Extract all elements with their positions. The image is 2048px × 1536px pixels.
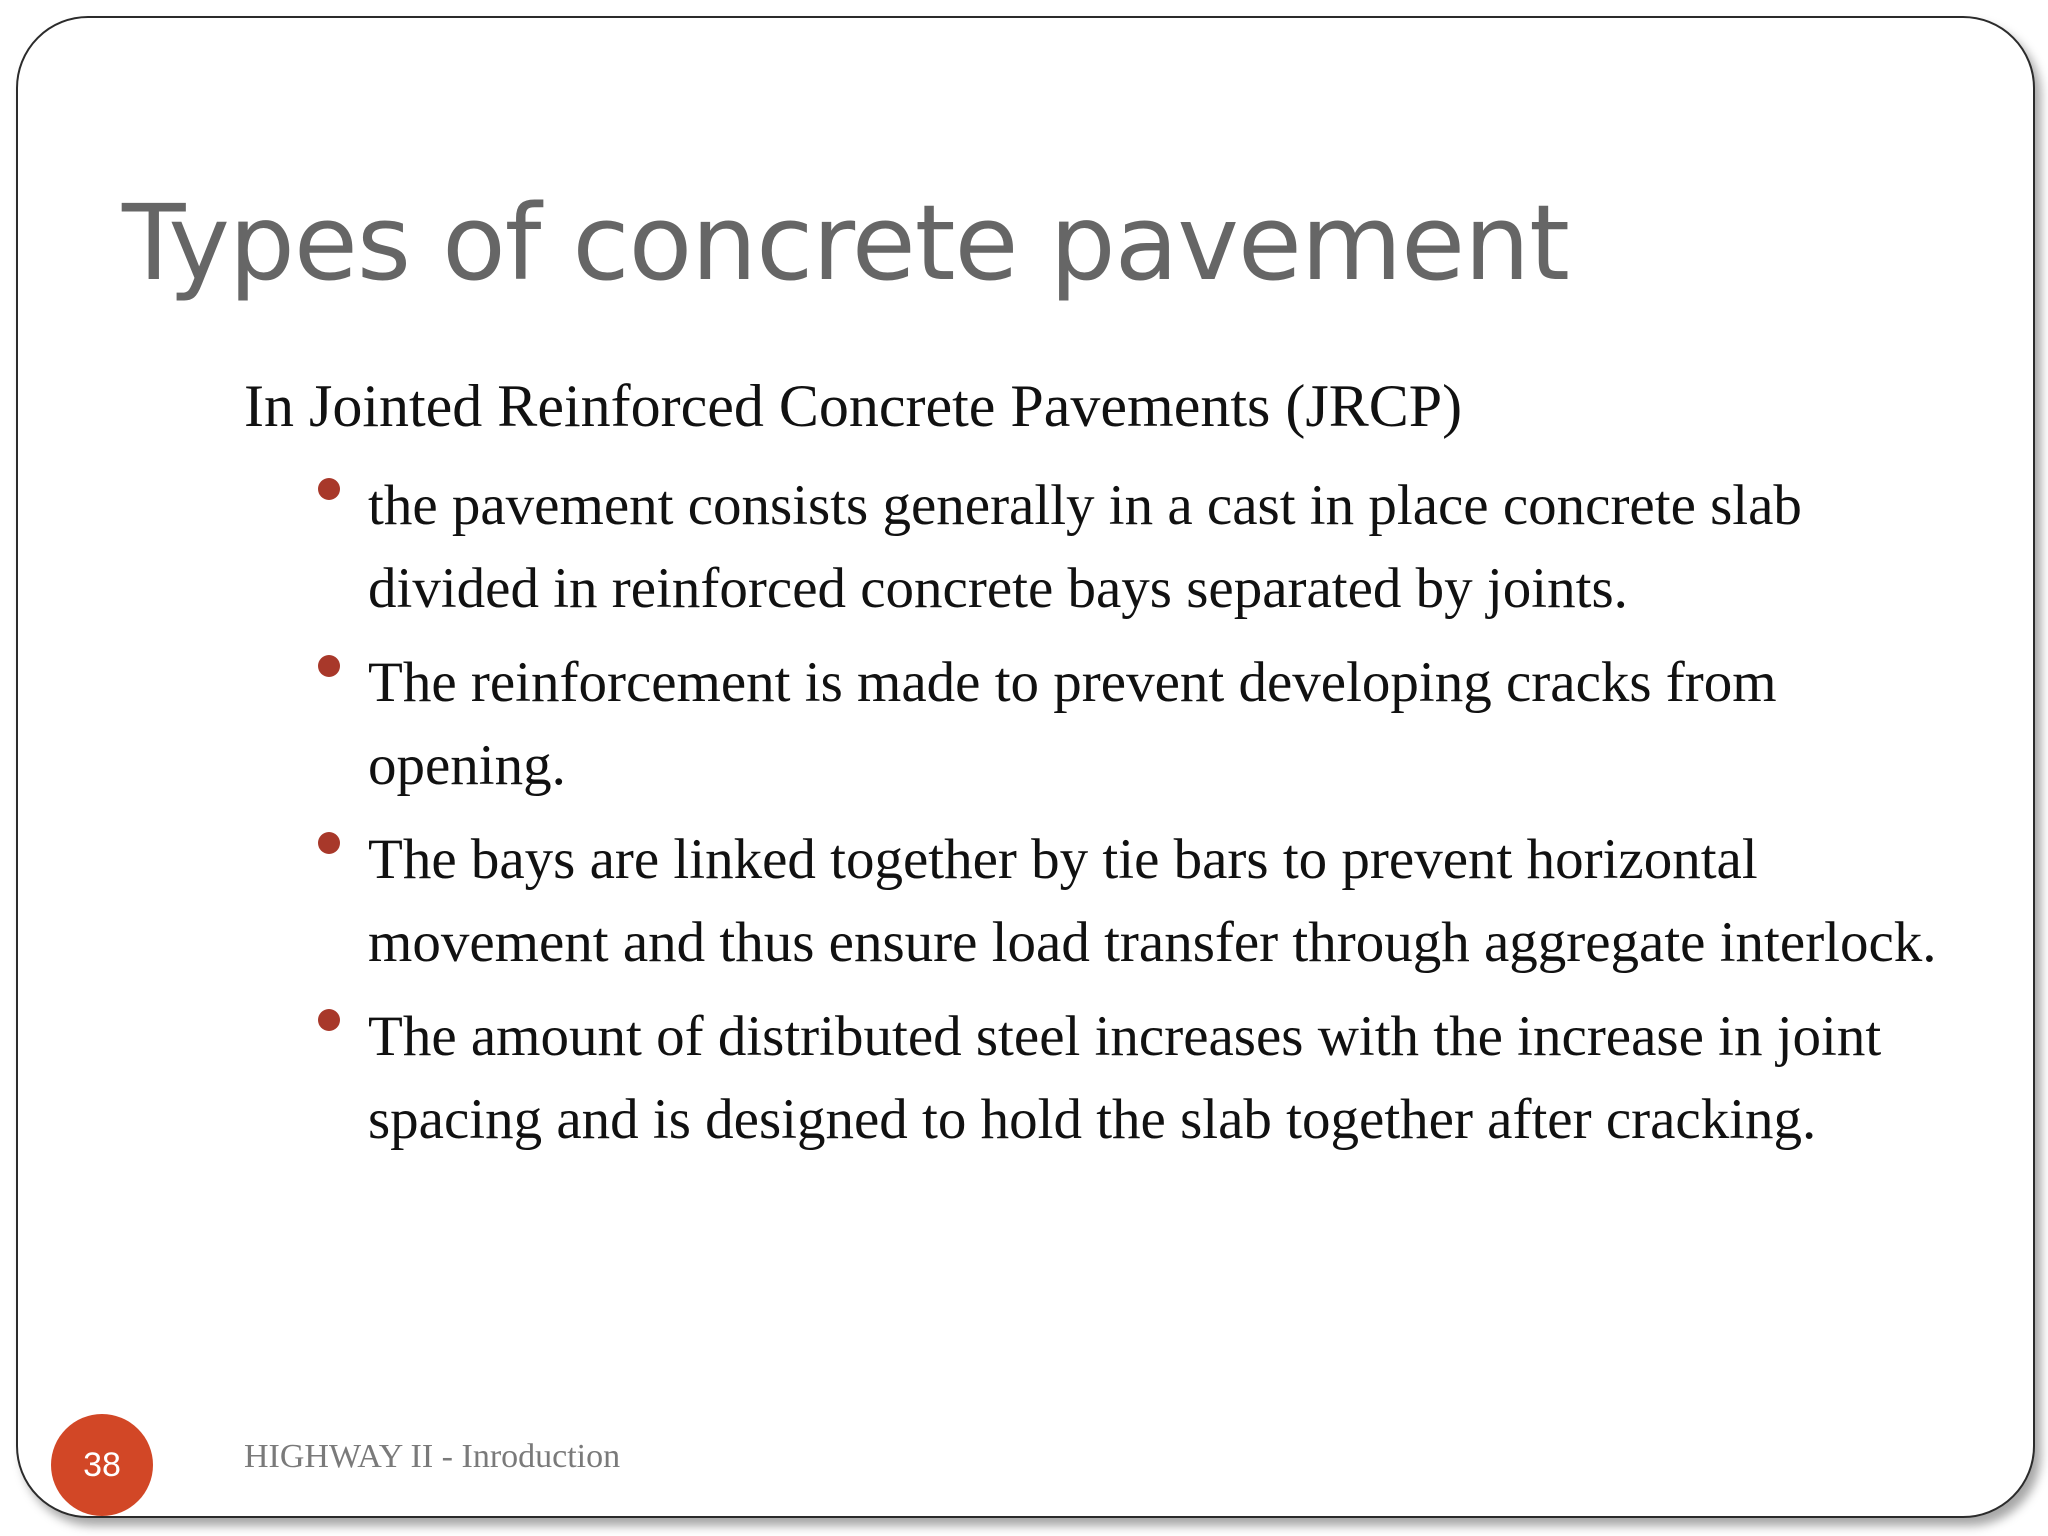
bullet-text: The reinforcement is made to prevent developing cracks from opening.	[368, 651, 1777, 797]
bullet-item	[318, 641, 1948, 807]
bullet-text: The bays are linked together by tie bars to prevent horizontal movement and thus ensure load transfer through aggregate interlock.	[368, 828, 1937, 974]
bullet-text: the pavement consists generally in a cast in place concrete slab divided in reinforced concrete bays separated by joints.	[368, 474, 1802, 620]
bullet-text: The amount of distributed steel increases with the increase in joint spacing and is designed to hold the slab together after cracking.	[368, 1005, 1882, 1151]
slide-frame	[16, 16, 2035, 1518]
slide-title: Types of concrete pavement	[122, 182, 1569, 304]
bullet-item	[318, 464, 1948, 630]
page-number-badge: 38	[51, 1414, 153, 1516]
bullet-list	[318, 464, 1937, 1172]
bullet-dot-icon	[318, 832, 340, 854]
footer-text: HIGHWAY II - Inroduction	[244, 1438, 621, 1475]
bullet-item	[318, 995, 1948, 1161]
bullet-dot-icon	[318, 655, 340, 677]
bullet-item	[318, 818, 1948, 984]
bullet-dot-icon	[318, 478, 340, 500]
bullet-dot-icon	[318, 1009, 340, 1031]
intro-text: In Jointed Reinforced Concrete Pavements (JRCP)	[244, 373, 1463, 439]
